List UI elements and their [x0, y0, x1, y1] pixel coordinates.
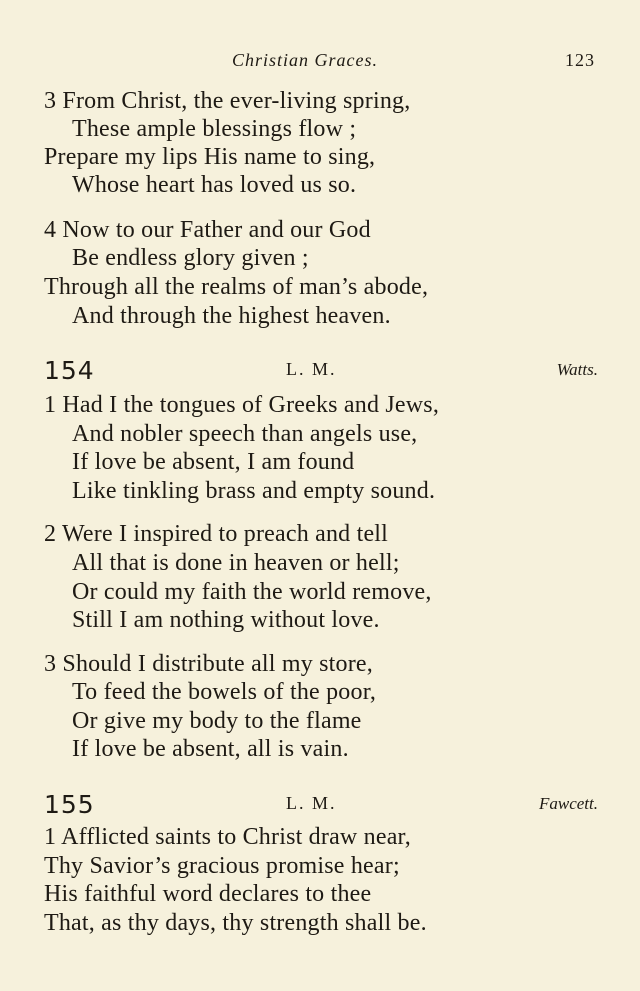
hymn-number: 155	[44, 790, 95, 819]
stanza-line: Thy Savior’s gracious promise hear;	[44, 853, 400, 879]
hymn-meter: L. M.	[286, 793, 337, 813]
hymn-meter: L. M.	[286, 359, 337, 379]
running-head	[0, 50, 640, 74]
stanza-line: 1 Had I the tongues of Greeks and Jews,	[44, 392, 440, 418]
hymn-author: Fawcett.	[538, 794, 598, 813]
stanza-line: That, as thy days, thy strength shall be.	[44, 910, 427, 936]
stanza-line: Through all the realms of man’s abode,	[44, 274, 429, 300]
stanza-line: Whose heart has loved us so.	[72, 172, 357, 198]
running-title: Christian Graces.	[232, 50, 379, 70]
stanza-line: Or give my body to the flame	[72, 708, 362, 734]
stanza-line: If love be absent, I am found	[72, 449, 355, 475]
hymn-number: 154	[44, 356, 95, 385]
stanza-line: And through the highest heaven.	[72, 303, 391, 329]
stanza-line: 2 Were I inspired to preach and tell	[44, 521, 389, 547]
stanza-line: Like tinkling brass and empty sound.	[72, 478, 436, 504]
stanza-line: 3 Should I distribute all my store,	[44, 651, 373, 677]
stanza-line: Be endless glory given ;	[72, 245, 309, 271]
stanza-line: 1 Afflicted saints to Christ draw near,	[44, 824, 411, 850]
stanza-line: All that is done in heaven or hell;	[72, 550, 400, 576]
stanza-line: If love be absent, all is vain.	[72, 736, 349, 762]
stanza-line: Prepare my lips His name to sing,	[44, 144, 376, 170]
stanza-line: And nobler speech than angels use,	[72, 421, 418, 447]
stanza-line: To feed the bowels of the poor,	[72, 679, 377, 705]
page-number: 123	[565, 50, 595, 70]
stanza-line: His faithful word declares to thee	[44, 881, 372, 907]
stanza-line: 4 Now to our Father and our God	[44, 217, 371, 243]
stanza-line: 3 From Christ, the ever-living spring,	[44, 88, 411, 114]
hymn-heading	[0, 790, 640, 820]
stanza-line: Or could my faith the world remove,	[72, 579, 432, 605]
hymn-heading	[0, 356, 640, 386]
stanza-line: Still I am nothing without love.	[72, 607, 380, 633]
stanza-line: These ample blessings flow ;	[72, 116, 357, 142]
hymn-author: Watts.	[556, 360, 598, 379]
